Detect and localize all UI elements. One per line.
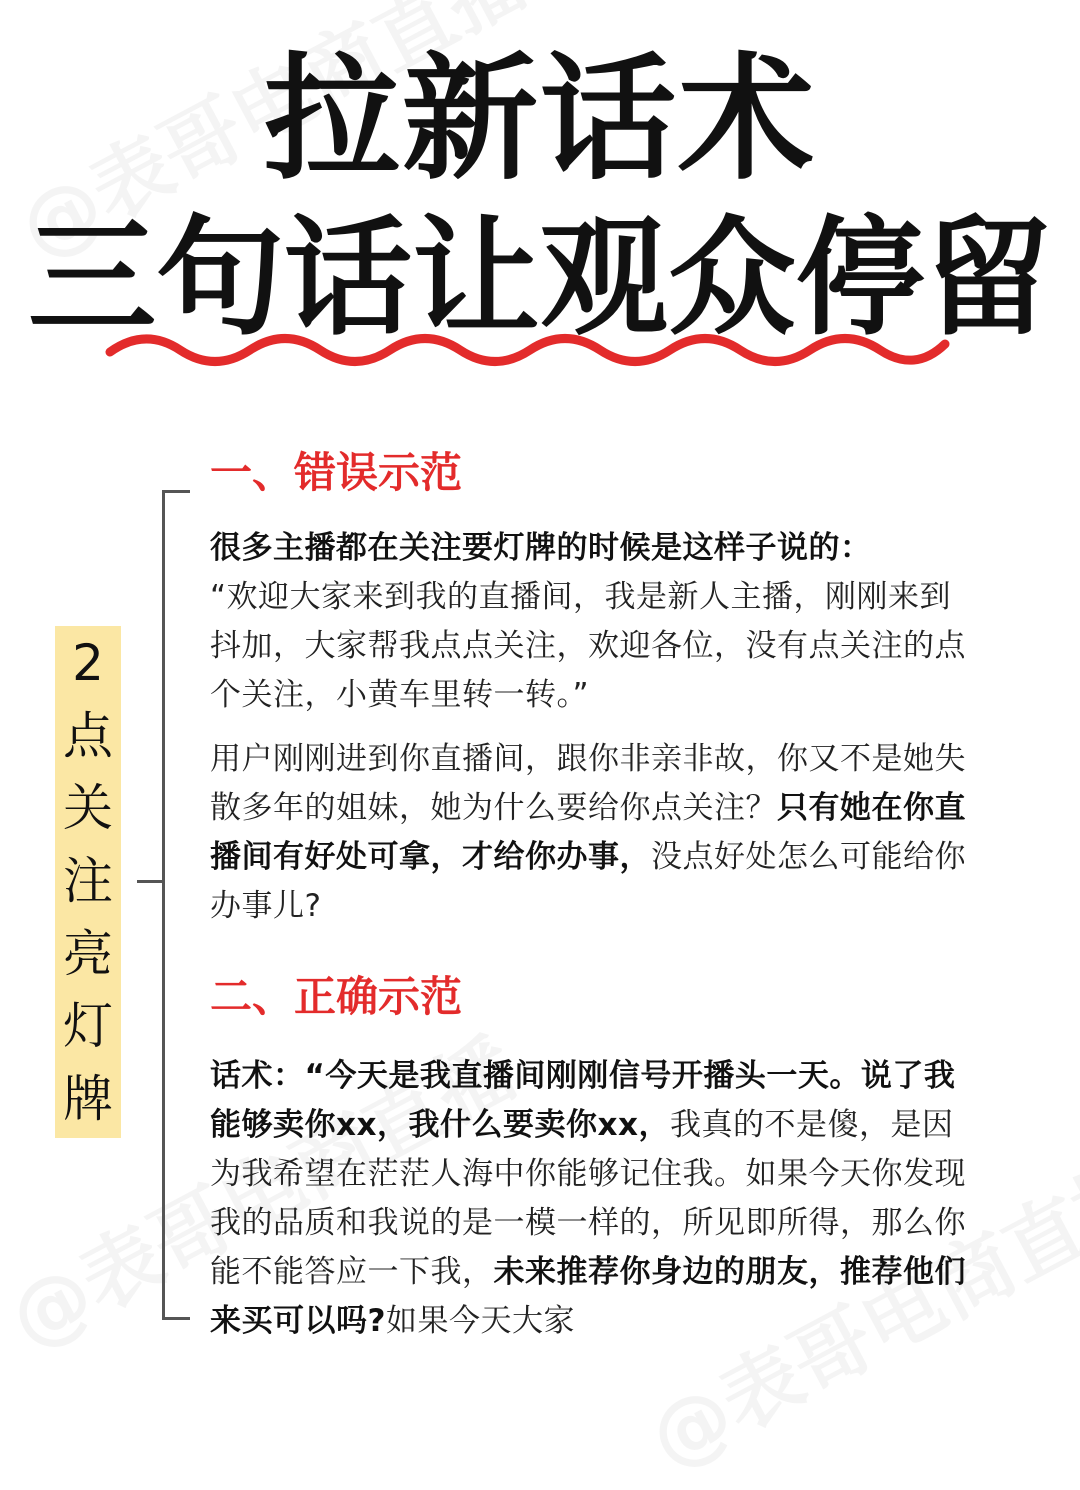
side-label-char: 亮 [63,924,113,983]
side-label-char: 注 [63,851,113,910]
wave-underline-icon [100,322,960,378]
section1-para-bold: 只有她在你直播间有好处可拿，才给你办事， [210,790,966,875]
side-label [55,626,121,1138]
section1-para-b: 没点好处怎么可能给你办事儿? [210,839,966,924]
bracket-tick [137,880,165,883]
section2-text-b: 如果今天大家 [385,1303,575,1339]
side-label-char: 灯 [63,997,113,1056]
section2-bold-b: 未来推荐你身边的朋友，推荐他们来买可以吗? [210,1254,966,1339]
section1-heading: 一、错误示范 [210,448,463,497]
section1-intro-block [210,524,980,720]
section1-para-a: 用户刚刚进到你直播间，跟你非亲非故，你又不是她失散多年的姐妹，她为什么要给你点关注？ [210,741,966,826]
page-subtitle: 三句话让观众停留 [27,204,1052,353]
side-label-char: 牌 [63,1069,113,1128]
side-label-char: 关 [63,779,113,838]
side-label-char: 2 [72,634,104,692]
side-label-char: 点 [63,706,113,765]
bracket-line [162,490,190,1320]
page-title: 拉新话术 [264,41,816,199]
section1-intro: 很多主播都在关注要灯牌的时候是这样子说的： [210,530,872,566]
section2-heading: 二、正确示范 [210,972,463,1021]
section2-text-a: 我真的不是傻，是因为我希望在茫茫人海中你能够记住我。如果今天你发现我的品质和我说的是一模一样的，所见即所得，那么你能不能答应一下我， [210,1107,966,1290]
section2-block [210,1052,980,1346]
section1-analysis-block [210,735,980,931]
section1-quote: “欢迎大家来到我的直播间，我是新人主播，刚刚来到抖加，大家帮我点点关注，欢迎各位，没有点关注的点个关注，小黄车里转一转。” [210,579,966,713]
section2-bold-a: 话术：“今天是我直播间刚刚信号开播头一天。说了我能够卖你xx，我什么要卖你xx， [210,1058,956,1143]
